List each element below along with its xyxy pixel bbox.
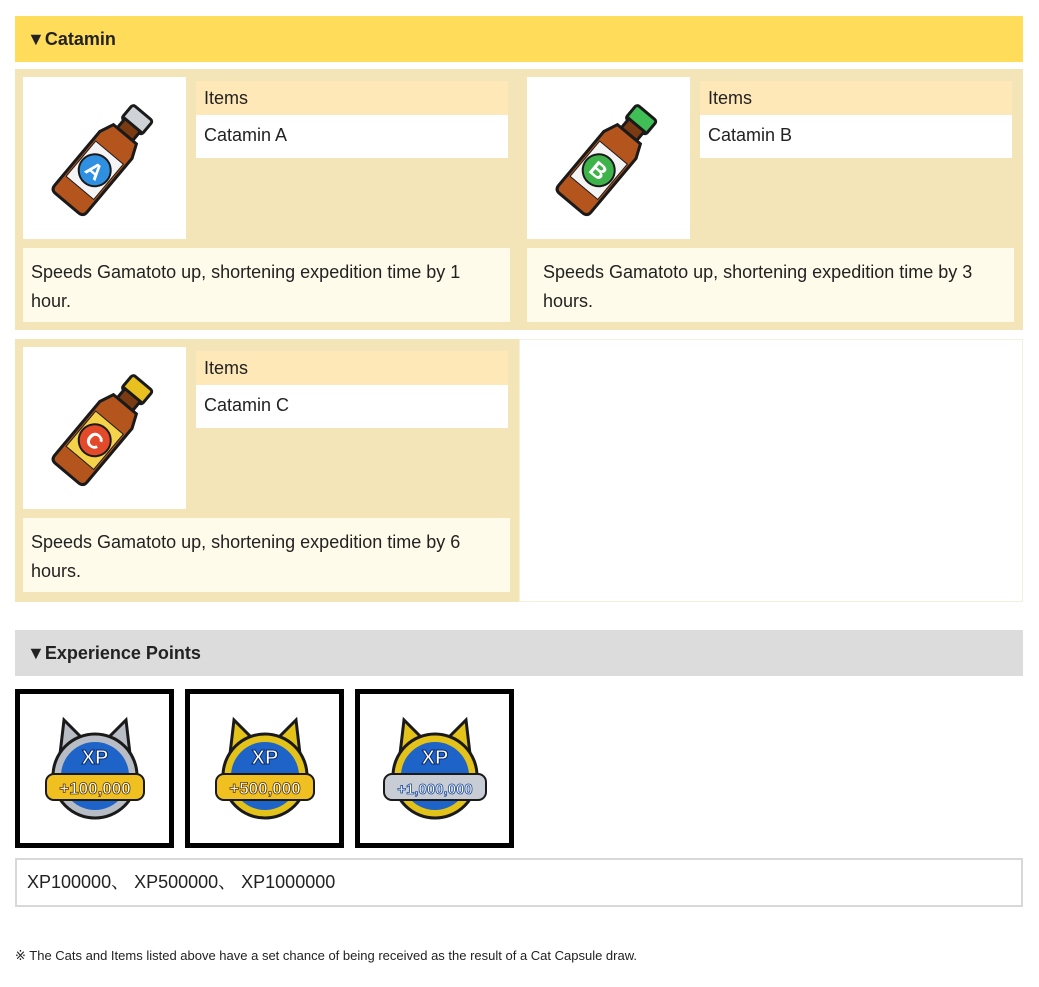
catamin-a-items-label: Items <box>196 81 508 115</box>
catamin-c-thumbnail <box>23 347 186 509</box>
svg-text:+1,000,000: +1,000,000 <box>396 780 473 798</box>
svg-text:A: A <box>79 155 109 186</box>
catamin-c-items-label: Items <box>196 351 508 385</box>
xp-1000000-medal-tile <box>355 689 514 848</box>
catamin-b-items-label: Items <box>700 81 1012 115</box>
catamin-c-bottle-icon <box>40 363 170 493</box>
empty-card-slot <box>519 339 1023 602</box>
xp-500000-medal-tile <box>185 689 344 848</box>
catamin-b-card <box>519 69 1023 330</box>
xp-medal-silver-icon <box>40 714 150 824</box>
svg-text:XP: XP <box>81 746 108 769</box>
catamin-a-bottle-icon <box>40 93 170 223</box>
xp-medal-gold-large-icon <box>380 714 490 824</box>
catamin-c-name: Catamin C <box>196 385 508 428</box>
svg-text:+100,000: +100,000 <box>58 778 131 798</box>
svg-text:C: C <box>79 425 109 456</box>
catamin-section-header: ▼Catamin <box>15 16 1023 62</box>
xp-100000-medal-tile <box>15 689 174 848</box>
svg-text:XP: XP <box>251 746 278 769</box>
catamin-a-thumbnail <box>23 77 186 239</box>
xp-medal-gold-icon <box>210 714 320 824</box>
svg-text:B: B <box>583 155 613 186</box>
xp-items-list: XP100000、 XP500000、 XP1000000 <box>15 858 1023 907</box>
catamin-c-description: Speeds Gamatoto up, shortening expedition time by 6 hours. <box>23 518 510 592</box>
catamin-a-description: Speeds Gamatoto up, shortening expedition time by 1 hour. <box>23 248 510 322</box>
xp-section-header: ▼Experience Points <box>15 630 1023 676</box>
svg-text:+500,000: +500,000 <box>228 778 301 798</box>
catamin-a-name: Catamin A <box>196 115 508 158</box>
catamin-b-bottle-icon <box>544 93 674 223</box>
svg-text:XP: XP <box>421 746 448 769</box>
catamin-b-name: Catamin B <box>700 115 1012 158</box>
catamin-b-description: Speeds Gamatoto up, shortening expedition time by 3 hours. <box>527 248 1014 322</box>
catamin-a-card <box>15 69 519 330</box>
cat-capsule-footnote: ※ The Cats and Items listed above have a set chance of being received as the result of a Cat Capsule draw. <box>15 948 638 963</box>
catamin-c-card <box>15 339 519 602</box>
catamin-b-thumbnail <box>527 77 690 239</box>
